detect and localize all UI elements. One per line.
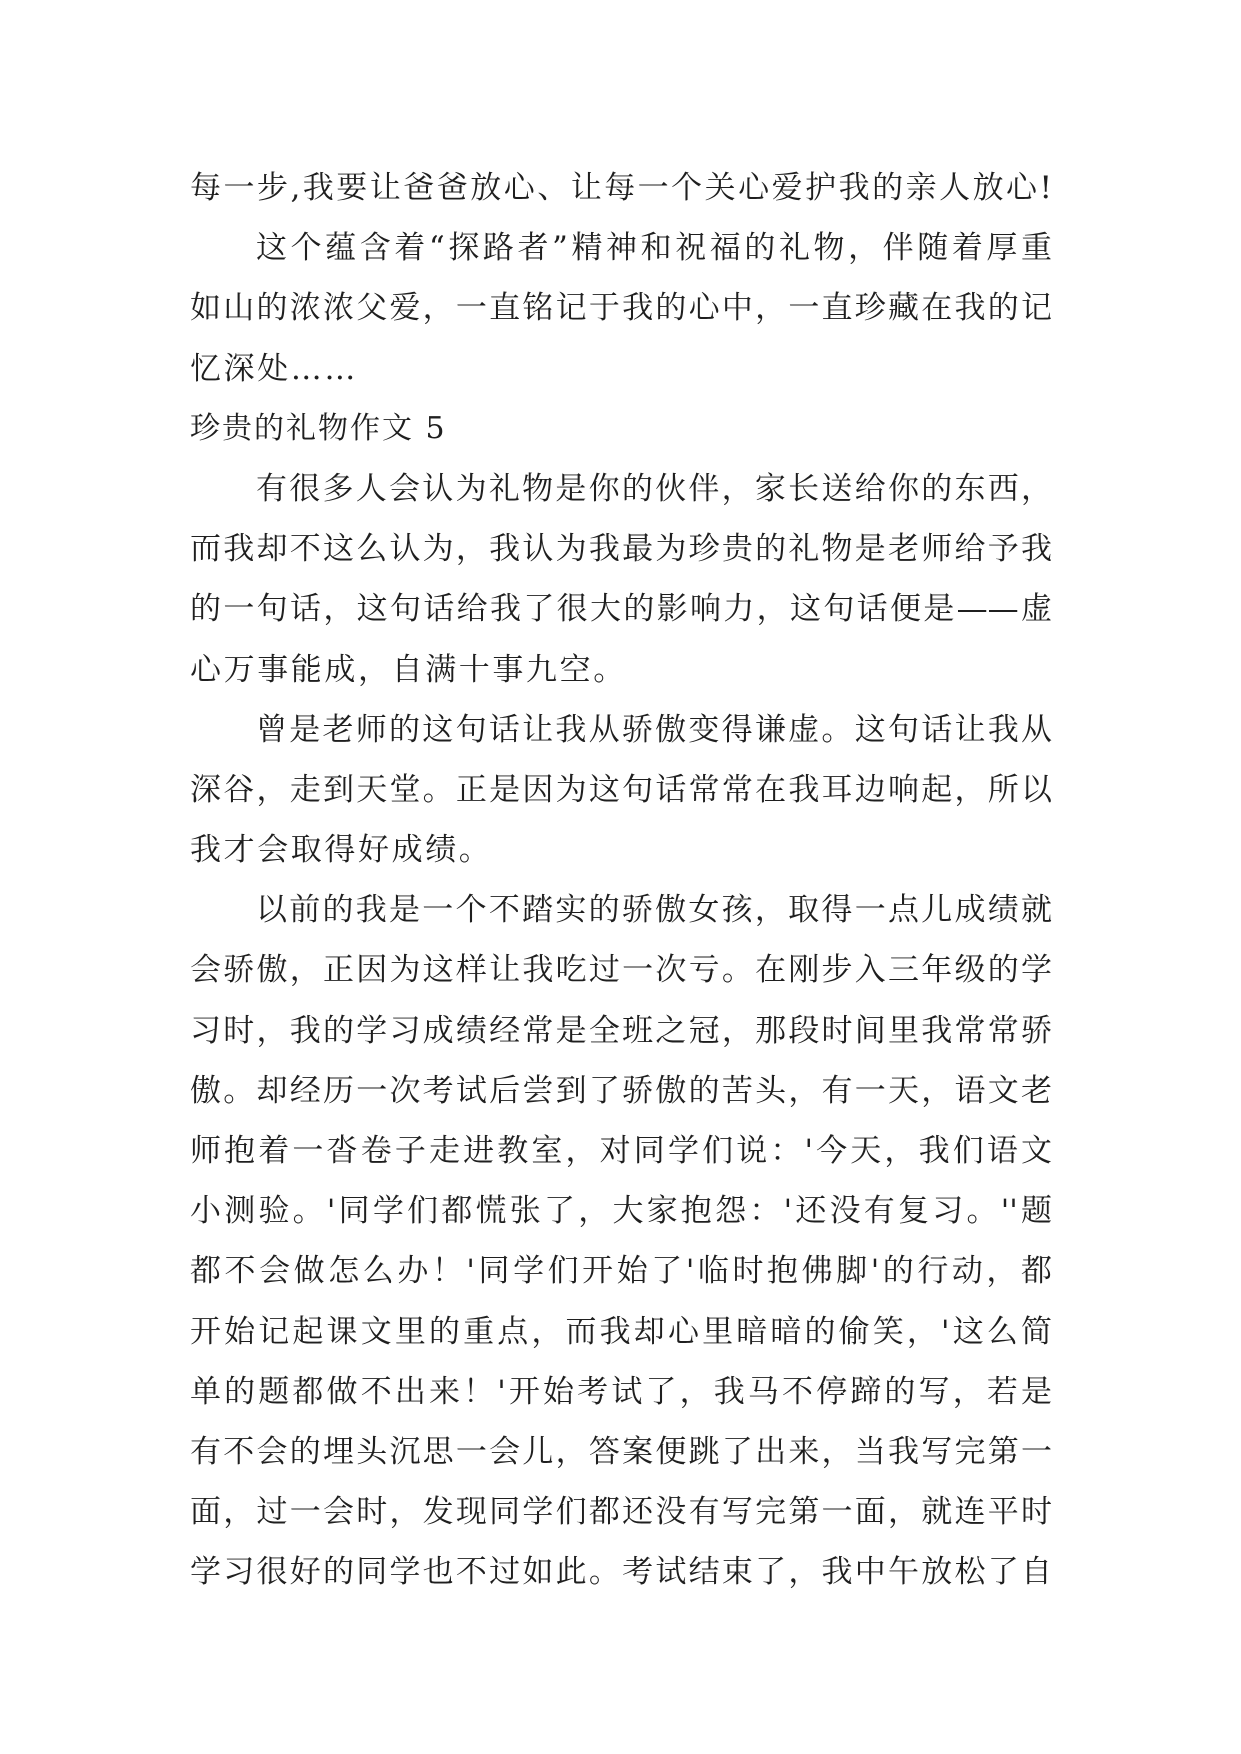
text-line: 学习很好的同学也不过如此。考试结束了，我中午放松了自 (190, 1554, 1052, 1591)
text-line: 小测验。'同学们都慌张了，大家抱怨：'还没有复习。''题 (190, 1193, 1052, 1230)
text-line: 每一步,我要让爸爸放心、让每一个关心爱护我的亲人放心! (190, 170, 1052, 206)
text-line: 有很多人会认为礼物是你的伙伴，家长送给你的东西， (256, 470, 1052, 507)
text-line: 傲。却经历一次考试后尝到了骄傲的苦头，有一天，语文老 (190, 1072, 1052, 1109)
section-heading: 珍贵的礼物作文 5 (190, 410, 447, 446)
text-line: 的一句话，这句话给我了很大的影响力，这句话便是——虚 (190, 591, 1052, 628)
text-line: 如山的浓浓父爱，一直铭记于我的心中，一直珍藏在我的记 (190, 290, 1052, 327)
text-line: 开始记起课文里的重点，而我却心里暗暗的偷笑，'这么简 (190, 1313, 1052, 1350)
text-line: 而我却不这么认为，我认为我最为珍贵的礼物是老师给予我 (190, 531, 1052, 568)
text-line: 这个蕴含着“探路者”精神和祝福的礼物，伴随着厚重 (256, 230, 1052, 267)
text-line: 我才会取得好成绩。 (190, 832, 493, 869)
text-line: 有不会的埋头沉思一会儿，答案便跳了出来，当我写完第一 (190, 1433, 1052, 1470)
text-line: 深谷，走到天堂。正是因为这句话常常在我耳边响起，所以 (190, 771, 1052, 808)
text-line: 都不会做怎么办！'同学们开始了'临时抱佛脚'的行动，都 (190, 1253, 1052, 1290)
text-line: 忆深处…… (190, 350, 358, 387)
text-line: 单的题都做不出来！'开始考试了，我马不停蹄的写，若是 (190, 1373, 1052, 1410)
document-body (190, 158, 1052, 1603)
text-line: 师抱着一沓卷子走进教室，对同学们说：'今天，我们语文 (190, 1133, 1052, 1169)
text-line: 习时，我的学习成绩经常是全班之冠，那段时间里我常常骄 (190, 1012, 1052, 1049)
text-line: 会骄傲，正因为这样让我吃过一次亏。在刚步入三年级的学 (190, 952, 1052, 989)
text-line: 面，过一会时，发现同学们都还没有写完第一面，就连平时 (190, 1494, 1052, 1531)
text-line: 曾是老师的这句话让我从骄傲变得谦虚。这句话让我从 (256, 711, 1052, 748)
text-line: 以前的我是一个不踏实的骄傲女孩，取得一点儿成绩就 (256, 892, 1052, 929)
text-line: 心万事能成，自满十事九空。 (190, 651, 627, 688)
